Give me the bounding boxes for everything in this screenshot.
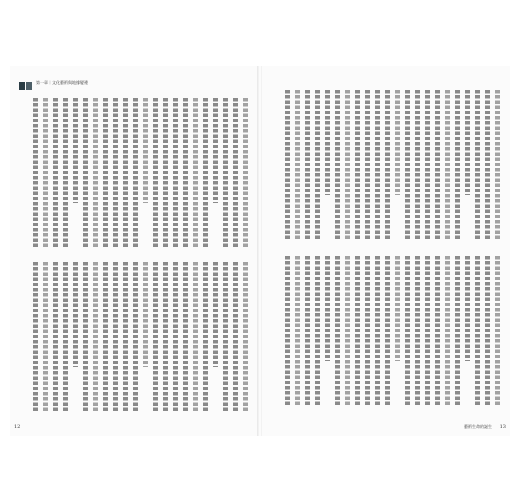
text-column-placeholder	[425, 90, 430, 240]
text-column-placeholder	[445, 256, 450, 406]
text-column-placeholder	[193, 262, 198, 412]
text-column-placeholder	[415, 90, 420, 240]
text-column-placeholder	[83, 98, 88, 248]
text-column-placeholder	[315, 90, 320, 240]
text-column-placeholder	[285, 256, 290, 406]
text-column-placeholder	[173, 98, 178, 248]
text-column-placeholder	[213, 98, 218, 203]
text-column-placeholder	[365, 90, 370, 240]
text-column-placeholder	[223, 98, 228, 248]
text-column-placeholder	[143, 262, 148, 367]
text-column-placeholder	[495, 90, 500, 240]
text-column-placeholder	[295, 256, 300, 406]
text-column-placeholder	[43, 98, 48, 248]
text-column-placeholder	[485, 256, 490, 406]
text-column-placeholder	[445, 90, 450, 240]
text-column-placeholder	[475, 256, 480, 406]
text-column-placeholder	[455, 90, 460, 240]
text-column-placeholder	[243, 262, 248, 412]
text-column-placeholder	[183, 98, 188, 248]
text-column-placeholder	[465, 90, 470, 195]
text-column-placeholder	[33, 262, 38, 412]
text-column-placeholder	[415, 256, 420, 406]
text-column-placeholder	[193, 98, 198, 248]
text-column-placeholder	[345, 256, 350, 406]
text-column-placeholder	[243, 98, 248, 248]
text-column-placeholder	[103, 98, 108, 248]
text-column-placeholder	[73, 262, 78, 367]
text-column-placeholder	[425, 256, 430, 406]
text-column-placeholder	[123, 98, 128, 248]
text-column-placeholder	[163, 262, 168, 412]
text-column-placeholder	[435, 256, 440, 406]
left-page	[10, 66, 258, 436]
text-column-placeholder	[325, 90, 330, 195]
text-column-placeholder	[305, 256, 310, 406]
text-column-placeholder	[183, 262, 188, 412]
text-column-placeholder	[395, 256, 400, 361]
running-head: 第一章｜文化藝術與地緣變遷	[36, 80, 88, 85]
text-column-placeholder	[163, 98, 168, 248]
text-column-placeholder	[485, 90, 490, 240]
text-column-placeholder	[385, 256, 390, 406]
book-spread	[10, 66, 510, 436]
text-column-placeholder	[295, 90, 300, 240]
text-column-placeholder	[123, 262, 128, 412]
text-column-placeholder	[375, 256, 380, 406]
text-column-placeholder	[365, 256, 370, 406]
page-number-right: 13	[499, 424, 506, 430]
text-column-placeholder	[213, 262, 218, 367]
chapter-color-block	[19, 82, 25, 90]
right-text-upper	[272, 90, 500, 240]
text-column-placeholder	[133, 262, 138, 412]
text-column-placeholder	[305, 90, 310, 240]
left-text-lower	[24, 262, 248, 412]
running-foot-title: 藝術生命的誕生	[464, 424, 492, 429]
text-column-placeholder	[285, 90, 290, 240]
text-column-placeholder	[63, 262, 68, 412]
text-column-placeholder	[435, 90, 440, 240]
text-column-placeholder	[355, 90, 360, 240]
text-column-placeholder	[203, 98, 208, 248]
text-column-placeholder	[355, 256, 360, 406]
left-text-upper	[24, 98, 248, 248]
right-text-lower	[272, 256, 500, 406]
text-column-placeholder	[93, 98, 98, 248]
text-column-placeholder	[103, 262, 108, 412]
text-column-placeholder	[345, 90, 350, 240]
text-column-placeholder	[385, 90, 390, 240]
chapter-color-block-secondary	[26, 82, 32, 90]
text-column-placeholder	[113, 98, 118, 248]
text-column-placeholder	[465, 256, 470, 361]
page-number-left: 12	[14, 424, 21, 430]
text-column-placeholder	[73, 98, 78, 203]
text-column-placeholder	[335, 90, 340, 240]
text-column-placeholder	[315, 256, 320, 406]
text-column-placeholder	[33, 98, 38, 248]
text-column-placeholder	[113, 262, 118, 412]
text-column-placeholder	[153, 262, 158, 412]
text-column-placeholder	[153, 98, 158, 248]
text-column-placeholder	[375, 90, 380, 240]
text-column-placeholder	[143, 98, 148, 203]
text-column-placeholder	[233, 98, 238, 248]
text-column-placeholder	[223, 262, 228, 412]
text-column-placeholder	[203, 262, 208, 412]
text-column-placeholder	[93, 262, 98, 412]
text-column-placeholder	[173, 262, 178, 412]
text-column-placeholder	[53, 98, 58, 248]
text-column-placeholder	[495, 256, 500, 406]
text-column-placeholder	[233, 262, 238, 412]
text-column-placeholder	[63, 98, 68, 248]
text-column-placeholder	[335, 256, 340, 406]
text-column-placeholder	[83, 262, 88, 412]
text-column-placeholder	[325, 256, 330, 361]
text-column-placeholder	[43, 262, 48, 412]
right-page	[262, 66, 510, 436]
text-column-placeholder	[455, 256, 460, 406]
text-column-placeholder	[405, 90, 410, 240]
text-column-placeholder	[133, 98, 138, 248]
text-column-placeholder	[395, 90, 400, 195]
text-column-placeholder	[475, 90, 480, 240]
text-column-placeholder	[53, 262, 58, 412]
text-column-placeholder	[405, 256, 410, 406]
